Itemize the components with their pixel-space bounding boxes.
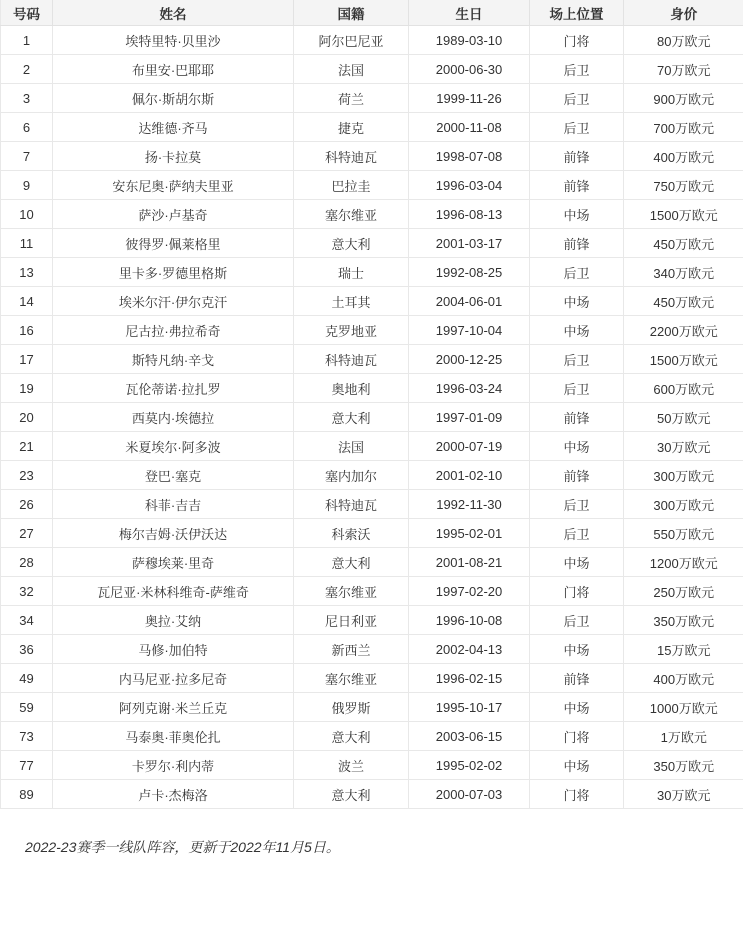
table-row	[1, 780, 743, 809]
name-cell: 埃特里特·贝里沙	[53, 26, 294, 55]
table-row	[1, 55, 743, 84]
nationality-cell: 巴拉圭	[294, 171, 409, 200]
market-value-cell: 30万欧元	[624, 432, 743, 461]
position-cell: 中场	[530, 751, 624, 780]
nationality-cell: 瑞士	[294, 258, 409, 287]
nationality-cell: 塞内加尔	[294, 461, 409, 490]
number-cell: 1	[1, 26, 53, 55]
number-cell: 14	[1, 287, 53, 316]
market-value-cell: 2200万欧元	[624, 316, 743, 345]
nationality-cell: 塞尔维亚	[294, 577, 409, 606]
column-header-nationality: 国籍	[294, 0, 409, 26]
number-cell: 19	[1, 374, 53, 403]
number-cell: 34	[1, 606, 53, 635]
position-cell: 前锋	[530, 142, 624, 171]
birthday-cell: 1996-02-15	[409, 664, 530, 693]
name-cell: 奥拉·艾纳	[53, 606, 294, 635]
name-cell: 达维德·齐马	[53, 113, 294, 142]
name-cell: 阿列克谢·米兰丘克	[53, 693, 294, 722]
birthday-cell: 2001-08-21	[409, 548, 530, 577]
header-row	[1, 0, 743, 26]
name-cell: 瓦尼亚·米林科维奇-萨维奇	[53, 577, 294, 606]
name-cell: 萨沙·卢基奇	[53, 200, 294, 229]
position-cell: 门将	[530, 722, 624, 751]
birthday-cell: 1997-01-09	[409, 403, 530, 432]
name-cell: 里卡多·罗德里格斯	[53, 258, 294, 287]
nationality-cell: 塞尔维亚	[294, 664, 409, 693]
market-value-cell: 900万欧元	[624, 84, 743, 113]
nationality-cell: 科索沃	[294, 519, 409, 548]
birthday-cell: 1992-08-25	[409, 258, 530, 287]
nationality-cell: 奥地利	[294, 374, 409, 403]
market-value-cell: 70万欧元	[624, 55, 743, 84]
birthday-cell: 2002-04-13	[409, 635, 530, 664]
table-row	[1, 229, 743, 258]
number-cell: 21	[1, 432, 53, 461]
position-cell: 后卫	[530, 345, 624, 374]
number-cell: 13	[1, 258, 53, 287]
number-cell: 36	[1, 635, 53, 664]
position-cell: 中场	[530, 287, 624, 316]
table-row	[1, 287, 743, 316]
position-cell: 中场	[530, 432, 624, 461]
market-value-cell: 450万欧元	[624, 287, 743, 316]
birthday-cell: 1999-11-26	[409, 84, 530, 113]
birthday-cell: 1996-10-08	[409, 606, 530, 635]
number-cell: 28	[1, 548, 53, 577]
nationality-cell: 科特迪瓦	[294, 490, 409, 519]
position-cell: 门将	[530, 26, 624, 55]
position-cell: 前锋	[530, 461, 624, 490]
market-value-cell: 400万欧元	[624, 664, 743, 693]
nationality-cell: 土耳其	[294, 287, 409, 316]
birthday-cell: 2000-07-03	[409, 780, 530, 809]
number-cell: 77	[1, 751, 53, 780]
table-row	[1, 84, 743, 113]
nationality-cell: 意大利	[294, 548, 409, 577]
column-header-birthday: 生日	[409, 0, 530, 26]
nationality-cell: 俄罗斯	[294, 693, 409, 722]
table-row	[1, 461, 743, 490]
market-value-cell: 80万欧元	[624, 26, 743, 55]
nationality-cell: 捷克	[294, 113, 409, 142]
table-row	[1, 519, 743, 548]
birthday-cell: 2000-11-08	[409, 113, 530, 142]
name-cell: 卢卡·杰梅洛	[53, 780, 294, 809]
number-cell: 49	[1, 664, 53, 693]
name-cell: 登巴·塞克	[53, 461, 294, 490]
table-row	[1, 751, 743, 780]
number-cell: 2	[1, 55, 53, 84]
birthday-cell: 1989-03-10	[409, 26, 530, 55]
birthday-cell: 1996-03-04	[409, 171, 530, 200]
position-cell: 前锋	[530, 664, 624, 693]
position-cell: 门将	[530, 780, 624, 809]
birthday-cell: 2000-06-30	[409, 55, 530, 84]
nationality-cell: 意大利	[294, 229, 409, 258]
birthday-cell: 1997-02-20	[409, 577, 530, 606]
table-row	[1, 635, 743, 664]
name-cell: 萨穆埃莱·里奇	[53, 548, 294, 577]
position-cell: 后卫	[530, 84, 624, 113]
table-row	[1, 345, 743, 374]
number-cell: 10	[1, 200, 53, 229]
market-value-cell: 250万欧元	[624, 577, 743, 606]
market-value-cell: 300万欧元	[624, 490, 743, 519]
name-cell: 卡罗尔·利内蒂	[53, 751, 294, 780]
position-cell: 门将	[530, 577, 624, 606]
position-cell: 中场	[530, 635, 624, 664]
position-cell: 中场	[530, 316, 624, 345]
name-cell: 西莫内·埃德拉	[53, 403, 294, 432]
table-row	[1, 432, 743, 461]
nationality-cell: 意大利	[294, 780, 409, 809]
nationality-cell: 科特迪瓦	[294, 142, 409, 171]
birthday-cell: 1997-10-04	[409, 316, 530, 345]
birthday-cell: 1995-02-02	[409, 751, 530, 780]
table-row	[1, 577, 743, 606]
nationality-cell: 阿尔巴尼亚	[294, 26, 409, 55]
column-header-position: 场上位置	[530, 0, 624, 26]
position-cell: 前锋	[530, 229, 624, 258]
market-value-cell: 750万欧元	[624, 171, 743, 200]
number-cell: 9	[1, 171, 53, 200]
birthday-cell: 2004-06-01	[409, 287, 530, 316]
position-cell: 后卫	[530, 606, 624, 635]
number-cell: 20	[1, 403, 53, 432]
nationality-cell: 新西兰	[294, 635, 409, 664]
market-value-cell: 600万欧元	[624, 374, 743, 403]
number-cell: 7	[1, 142, 53, 171]
birthday-cell: 2000-07-19	[409, 432, 530, 461]
position-cell: 前锋	[530, 403, 624, 432]
name-cell: 梅尔吉姆·沃伊沃达	[53, 519, 294, 548]
name-cell: 马修·加伯特	[53, 635, 294, 664]
table-row	[1, 664, 743, 693]
position-cell: 后卫	[530, 490, 624, 519]
nationality-cell: 波兰	[294, 751, 409, 780]
birthday-cell: 1996-03-24	[409, 374, 530, 403]
nationality-cell: 意大利	[294, 722, 409, 751]
name-cell: 瓦伦蒂诺·拉扎罗	[53, 374, 294, 403]
market-value-cell: 30万欧元	[624, 780, 743, 809]
column-header-number: 号码	[1, 0, 53, 26]
number-cell: 59	[1, 693, 53, 722]
table-row	[1, 142, 743, 171]
number-cell: 89	[1, 780, 53, 809]
nationality-cell: 意大利	[294, 403, 409, 432]
number-cell: 3	[1, 84, 53, 113]
number-cell: 73	[1, 722, 53, 751]
number-cell: 17	[1, 345, 53, 374]
birthday-cell: 1995-10-17	[409, 693, 530, 722]
position-cell: 中场	[530, 200, 624, 229]
market-value-cell: 15万欧元	[624, 635, 743, 664]
birthday-cell: 2000-12-25	[409, 345, 530, 374]
position-cell: 后卫	[530, 258, 624, 287]
market-value-cell: 1000万欧元	[624, 693, 743, 722]
birthday-cell: 2001-02-10	[409, 461, 530, 490]
market-value-cell: 700万欧元	[624, 113, 743, 142]
market-value-cell: 350万欧元	[624, 606, 743, 635]
column-header-market-value: 身价	[624, 0, 743, 26]
table-row	[1, 113, 743, 142]
market-value-cell: 50万欧元	[624, 403, 743, 432]
number-cell: 6	[1, 113, 53, 142]
position-cell: 前锋	[530, 171, 624, 200]
nationality-cell: 尼日利亚	[294, 606, 409, 635]
birthday-cell: 1995-02-01	[409, 519, 530, 548]
number-cell: 11	[1, 229, 53, 258]
market-value-cell: 1200万欧元	[624, 548, 743, 577]
nationality-cell: 法国	[294, 432, 409, 461]
name-cell: 内马尼亚·拉多尼奇	[53, 664, 294, 693]
birthday-cell: 1992-11-30	[409, 490, 530, 519]
birthday-cell: 2003-06-15	[409, 722, 530, 751]
market-value-cell: 1500万欧元	[624, 200, 743, 229]
table-row	[1, 403, 743, 432]
name-cell: 彼得罗·佩莱格里	[53, 229, 294, 258]
number-cell: 32	[1, 577, 53, 606]
table-row	[1, 722, 743, 751]
market-value-cell: 450万欧元	[624, 229, 743, 258]
name-cell: 佩尔·斯胡尔斯	[53, 84, 294, 113]
footnote: 2022-23赛季一线队阵容，更新于2022年11月5日。	[25, 839, 340, 855]
table-row	[1, 548, 743, 577]
number-cell: 26	[1, 490, 53, 519]
name-cell: 科菲·吉吉	[53, 490, 294, 519]
name-cell: 布里安·巴耶耶	[53, 55, 294, 84]
nationality-cell: 荷兰	[294, 84, 409, 113]
table-row	[1, 374, 743, 403]
number-cell: 27	[1, 519, 53, 548]
name-cell: 米夏埃尔·阿多波	[53, 432, 294, 461]
birthday-cell: 1996-08-13	[409, 200, 530, 229]
nationality-cell: 塞尔维亚	[294, 200, 409, 229]
table-row	[1, 200, 743, 229]
name-cell: 埃米尔汗·伊尔克汗	[53, 287, 294, 316]
nationality-cell: 科特迪瓦	[294, 345, 409, 374]
market-value-cell: 340万欧元	[624, 258, 743, 287]
position-cell: 中场	[530, 693, 624, 722]
position-cell: 后卫	[530, 55, 624, 84]
nationality-cell: 克罗地亚	[294, 316, 409, 345]
table-row	[1, 258, 743, 287]
number-cell: 16	[1, 316, 53, 345]
name-cell: 安东尼奥·萨纳夫里亚	[53, 171, 294, 200]
table-row	[1, 606, 743, 635]
market-value-cell: 300万欧元	[624, 461, 743, 490]
birthday-cell: 1998-07-08	[409, 142, 530, 171]
name-cell: 尼古拉·弗拉希奇	[53, 316, 294, 345]
position-cell: 后卫	[530, 374, 624, 403]
table-row	[1, 171, 743, 200]
table-row	[1, 490, 743, 519]
column-header-name: 姓名	[53, 0, 294, 26]
table-row	[1, 26, 743, 55]
table-row	[1, 693, 743, 722]
market-value-cell: 400万欧元	[624, 142, 743, 171]
number-cell: 23	[1, 461, 53, 490]
position-cell: 中场	[530, 548, 624, 577]
position-cell: 后卫	[530, 113, 624, 142]
name-cell: 扬·卡拉莫	[53, 142, 294, 171]
market-value-cell: 1万欧元	[624, 722, 743, 751]
name-cell: 马泰奥·菲奥伦扎	[53, 722, 294, 751]
market-value-cell: 350万欧元	[624, 751, 743, 780]
market-value-cell: 550万欧元	[624, 519, 743, 548]
name-cell: 斯特凡纳·辛戈	[53, 345, 294, 374]
position-cell: 后卫	[530, 519, 624, 548]
table-row	[1, 316, 743, 345]
market-value-cell: 1500万欧元	[624, 345, 743, 374]
birthday-cell: 2001-03-17	[409, 229, 530, 258]
nationality-cell: 法国	[294, 55, 409, 84]
